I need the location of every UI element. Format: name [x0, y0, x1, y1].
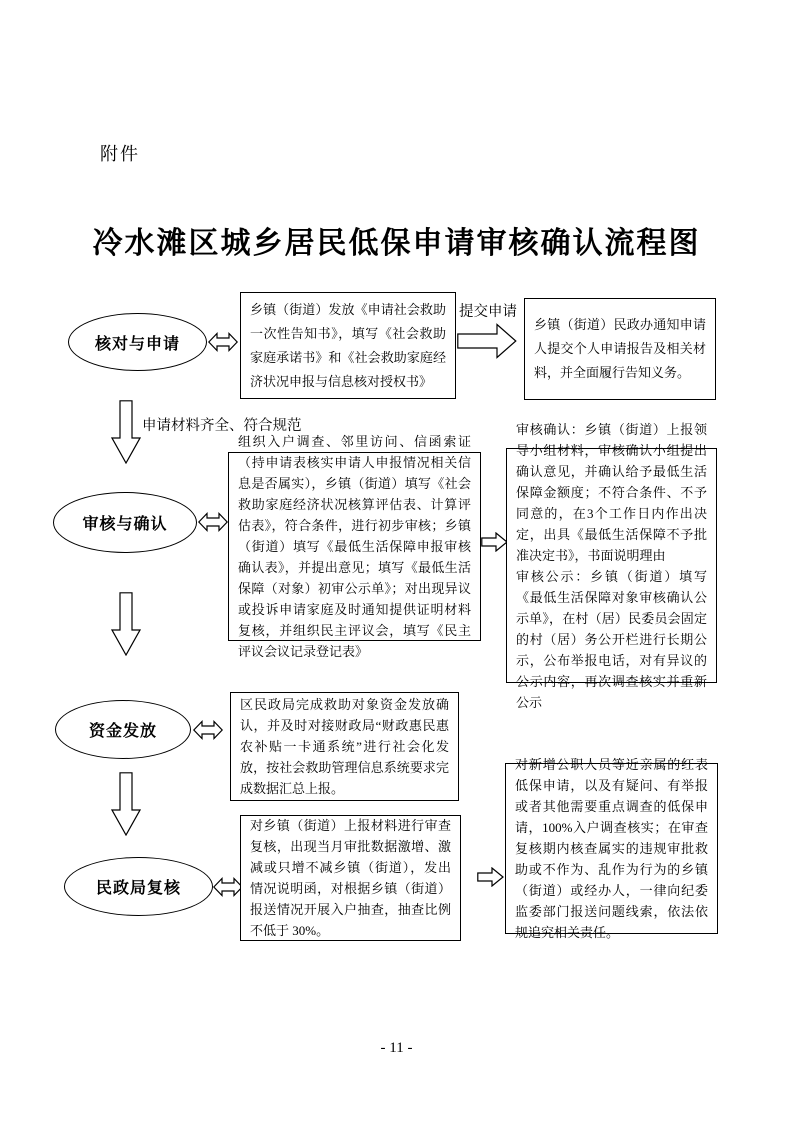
process-text: 乡镇（街道）发放《申请社会救助一次性告知书》，填写《社会救助家庭承诺书》和《社会救助家庭经济状况申报与信息核对授权书》 [250, 301, 446, 389]
process-box-issue-forms [240, 292, 456, 399]
process-text: 组织入户调查、邻里访问、信函索证（持申请表核实申请人申报情况相关信息是否属实），乡镇（街道）填写《社会救助家庭经济状况核算评估表、计算评估表》，符合条件，进行初步审核；乡镇（街道）填写《最低生活保障申报审核确认表》，并提出意见；填写《最低生活保障（对象）初审公示单》；对出现异议或投诉申请家庭及时通知提供证明材料复核，并组织民主评议会，填写《民主评议会议记录登记表》 [238, 434, 471, 659]
publicity-paragraph: 审核公示：乡镇（街道）填写《最低生活保障对象审核确认公示单》，在村（居）民委员会固定的村（居）务公开栏进行长期公示，公布举报电话，对有异议的公示内容，再次调查核实并重新公示 [516, 568, 707, 710]
flow-node-fund-disbursement [55, 700, 191, 759]
right-arrow-connector [477, 867, 504, 887]
double-arrow-connector [208, 332, 238, 352]
right-arrow-submit [457, 323, 517, 359]
confirm-paragraph: 审核确认：乡镇（街道）上报领导小组材料，审核确认小组提出确认意见，并确认给予最低生活保障金额度；不符合条件、不予同意的，在3个工作日内作出决定，出具《最低生活保障不予批准决定书》，书面说明理由 [516, 421, 707, 563]
process-text [516, 419, 707, 713]
down-arrow [111, 592, 141, 656]
double-arrow-connector [198, 512, 228, 532]
process-text: 对乡镇（街道）上报材料进行审查复核，出现当月审批数据激增、激减或只增不减乡镇（街道），发出情况说明函，对根据乡镇（街道）报送情况开展入户抽查，抽查比例不低于 30%。 [250, 818, 451, 938]
flow-node-label: 民政局复核 [95, 880, 181, 897]
condition-label: 申请材料齐全、符合规范 [142, 418, 302, 434]
down-arrow [111, 772, 141, 836]
flow-node-verify-apply [68, 313, 207, 371]
down-arrow [111, 400, 141, 464]
double-arrow-connector [193, 720, 223, 740]
flow-node-bureau-recheck [64, 857, 213, 916]
flow-node-label: 核对与申请 [94, 335, 180, 353]
process-box-investigation [228, 434, 481, 659]
submit-application-label: 提交申请 [459, 304, 517, 320]
double-arrow-connector [213, 877, 243, 897]
process-text: 对新增公职人员等近亲属的红表低保申请，以及有疑问、有举报或者其他需要重点调查的低保申请，100%入户调查核实；在审查复核期内核查属实的违规审批救助或不作为、乱作为行为的乡镇（街道）或经办人，一律向纪委监委部门报送问题线索，依法依规追究相关责任。 [515, 757, 708, 940]
page-number: - 11 - [380, 1040, 413, 1056]
process-box-fund-payment [230, 692, 459, 801]
attachment-label: 附件 [100, 144, 140, 164]
right-arrow-connector [481, 532, 508, 552]
flow-node-label: 审核与确认 [82, 516, 168, 533]
flow-node-review-confirm [53, 492, 197, 553]
process-box-review-spotcheck [240, 815, 461, 941]
process-text: 乡镇（街道）民政办通知申请人提交个人申请报告及相关材料，并全面履行告知义务。 [534, 317, 706, 380]
process-box-notify-applicant [524, 298, 716, 400]
process-text: 区民政局完成救助对象资金发放确认，并及时对接财政局“财政惠民惠农补贴一卡通系统”进行社会化发放，按社会救助管理信息系统要求完成数据汇总上报。 [240, 697, 449, 796]
page-title: 冷水滩区城乡居民低保申请审核确认流程图 [92, 227, 701, 260]
flow-node-label: 资金发放 [88, 723, 157, 740]
process-box-confirm-publicize [506, 421, 717, 710]
process-box-key-investigation [505, 757, 718, 940]
